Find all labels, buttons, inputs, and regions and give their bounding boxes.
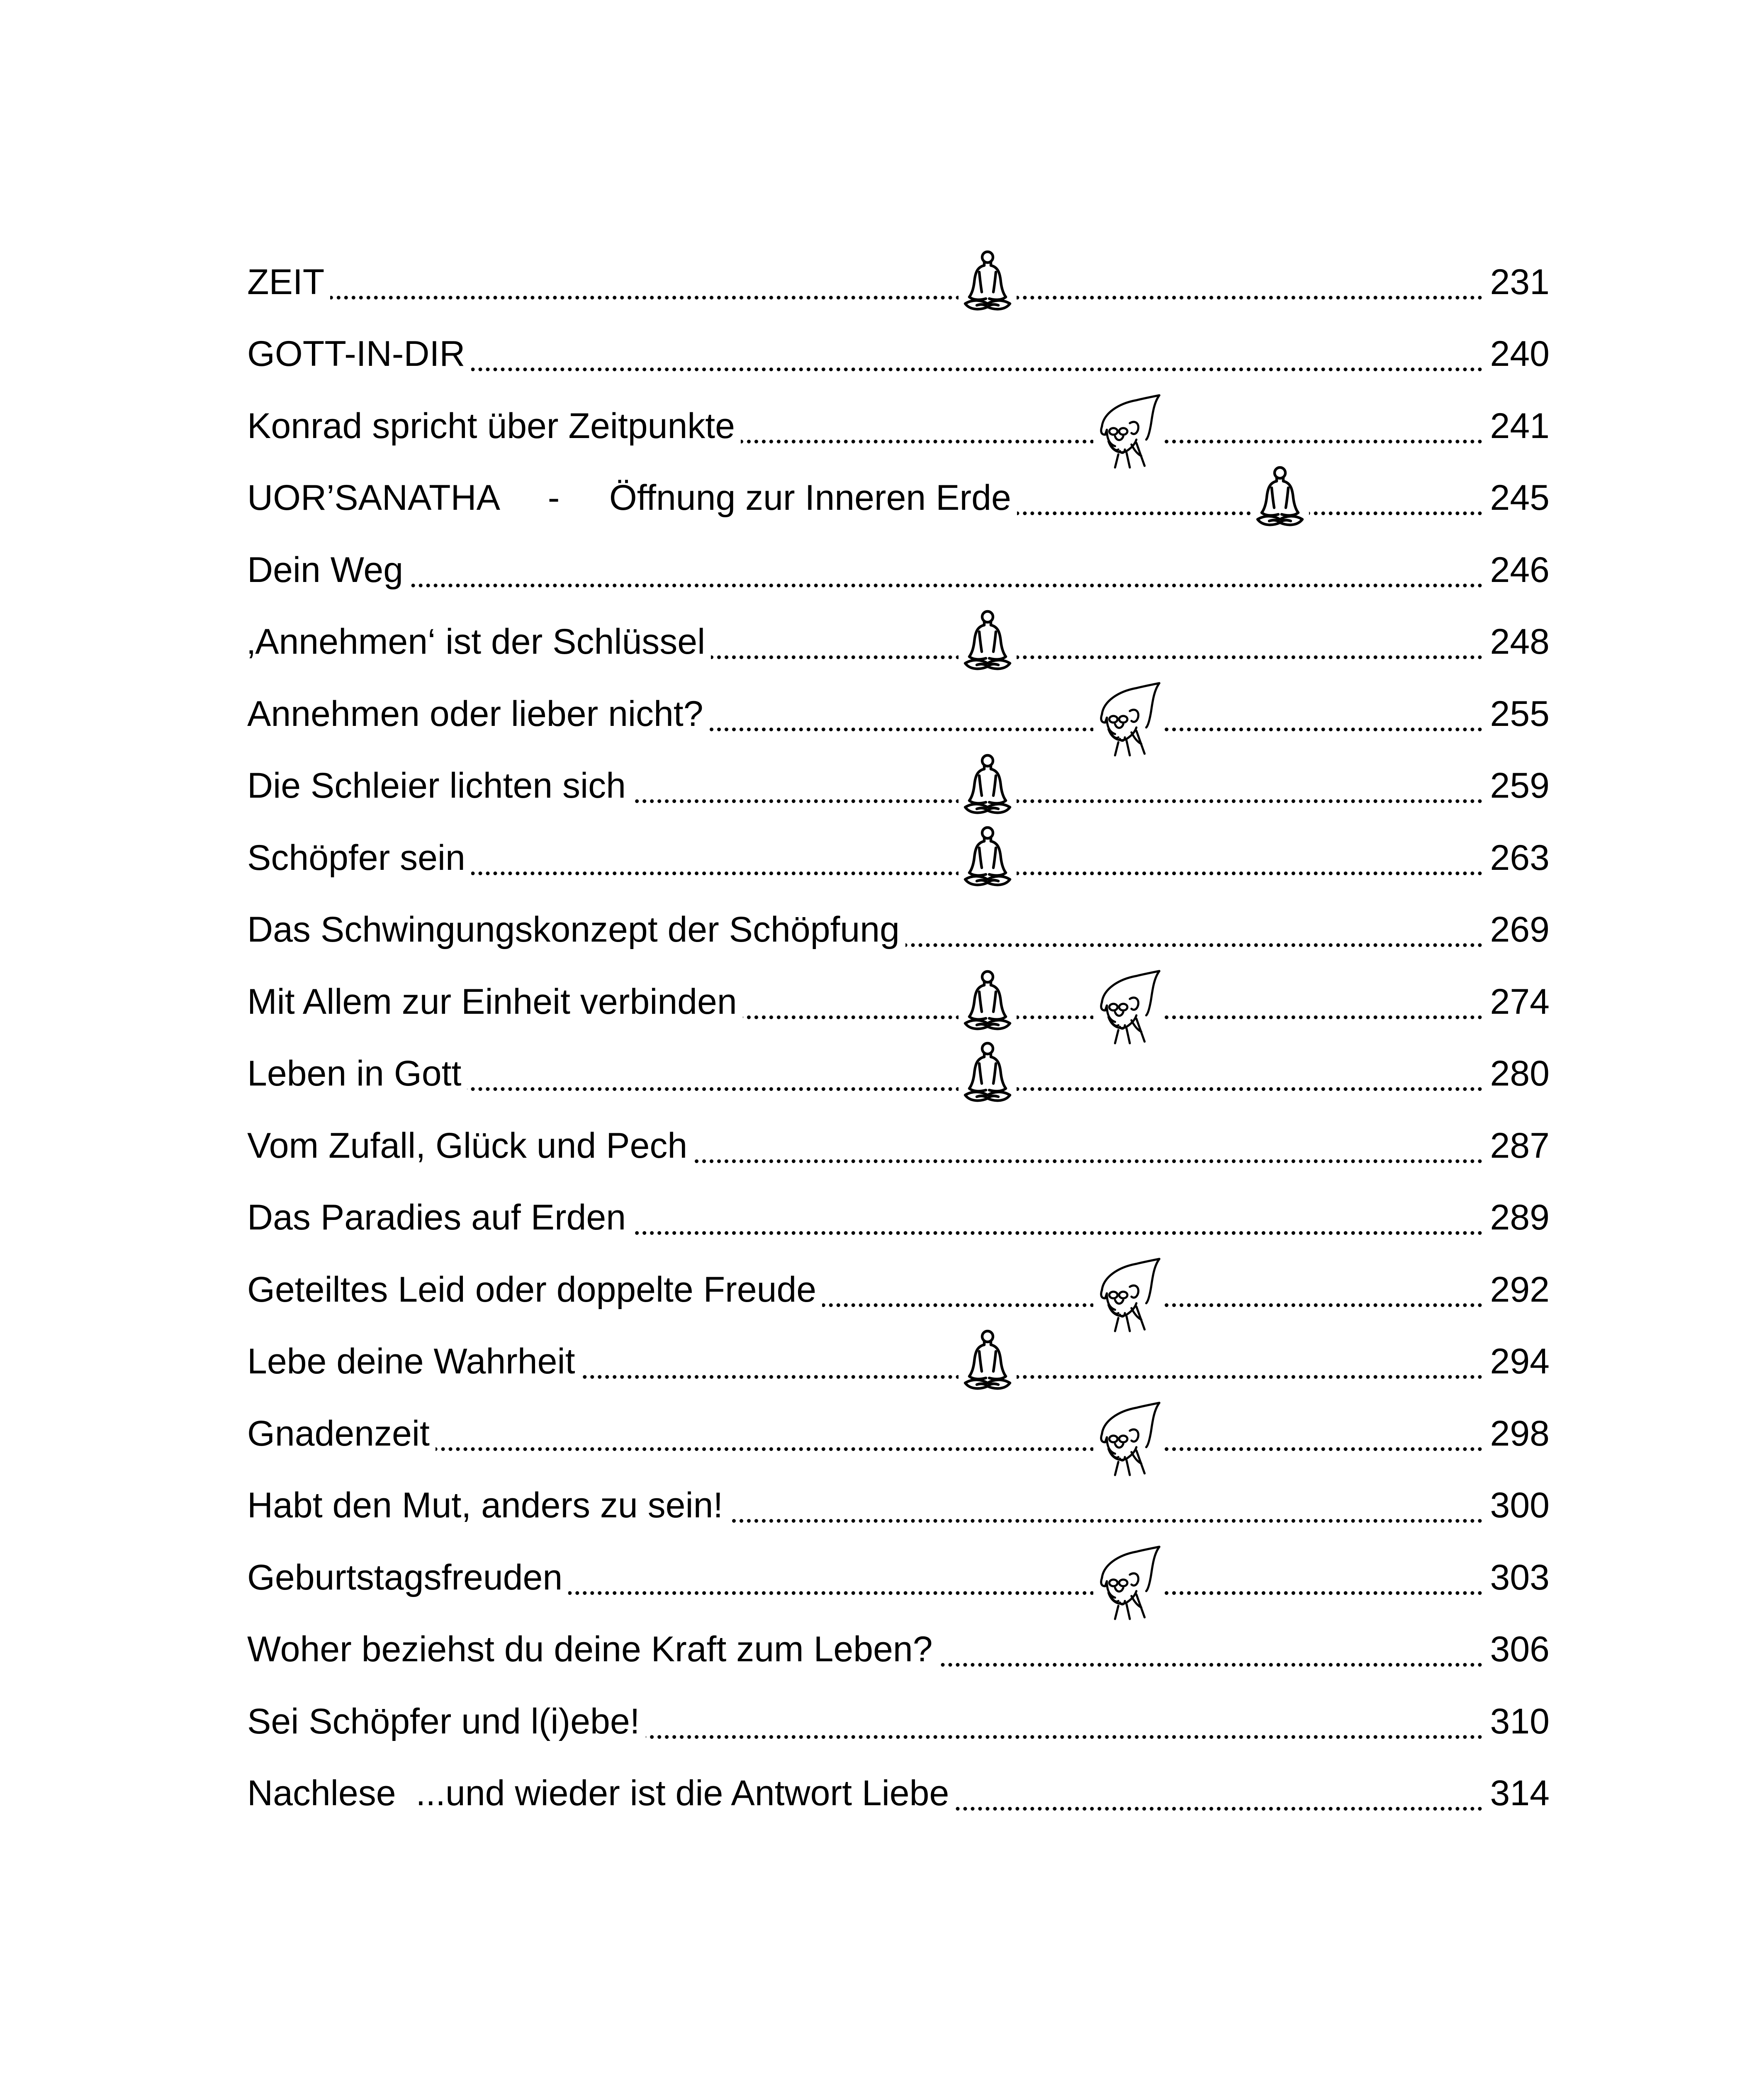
- toc-entry: [247, 249, 1550, 321]
- toc-entry-page-number: 289: [1484, 1197, 1550, 1238]
- table-of-contents: [247, 249, 1550, 1832]
- gnome-icon: [1093, 682, 1165, 757]
- toc-entry-title: Gnadenzeit: [247, 1413, 436, 1454]
- gnome-icon: [1093, 394, 1165, 469]
- toc-entry-title: Das Paradies auf Erden: [247, 1197, 632, 1238]
- meditating-figure-icon: [959, 1040, 1017, 1108]
- toc-entry-page-number: 280: [1484, 1053, 1550, 1094]
- toc-entry: [247, 321, 1550, 393]
- toc-entry-title: Das Schwingungskonzept der Schöpfung: [247, 909, 905, 950]
- toc-entry-page-number: 274: [1484, 981, 1550, 1022]
- toc-entry-page-number: 306: [1484, 1629, 1550, 1670]
- gnome-icon: [1093, 1257, 1165, 1333]
- toc-entry: [247, 753, 1550, 825]
- toc-entry-page-number: 300: [1484, 1485, 1550, 1526]
- meditating-figure-icon: [959, 1328, 1017, 1396]
- toc-entry-page-number: 310: [1484, 1701, 1550, 1742]
- toc-entry: [247, 1400, 1550, 1473]
- toc-entry: [247, 1760, 1550, 1833]
- toc-entry-page-number: 246: [1484, 549, 1550, 591]
- toc-entry-page-number: 259: [1484, 765, 1550, 806]
- toc-entry-title: Geburtstagsfreuden: [247, 1557, 568, 1598]
- toc-entry: [247, 1185, 1550, 1257]
- toc-entry-title: Schöpfer sein: [247, 837, 471, 879]
- toc-entry: [247, 393, 1550, 465]
- toc-entry-title: Woher beziehst du deine Kraft zum Leben?: [247, 1629, 939, 1670]
- toc-entry-title: Lebe deine Wahrheit: [247, 1341, 581, 1382]
- toc-entry-title: UOR’SANATHA - Öffnung zur Inneren Erde: [247, 477, 1017, 518]
- toc-entry: [247, 1688, 1550, 1760]
- toc-entry-page-number: 298: [1484, 1413, 1550, 1454]
- meditating-figure-icon: [959, 752, 1017, 820]
- toc-entry-title: Habt den Mut, anders zu sein!: [247, 1485, 729, 1526]
- toc-entry-title: ZEIT: [247, 261, 330, 303]
- dot-leader: [247, 1447, 1550, 1451]
- gnome-icon: [1093, 1545, 1165, 1621]
- dot-leader: [247, 584, 1550, 587]
- toc-entry: [247, 1473, 1550, 1545]
- toc-entry-page-number: 287: [1484, 1125, 1550, 1166]
- toc-entry-page-number: 263: [1484, 837, 1550, 879]
- toc-entry-page-number: 241: [1484, 405, 1550, 447]
- toc-entry: [247, 1256, 1550, 1329]
- toc-entry-title: Annehmen oder lieber nicht?: [247, 693, 709, 735]
- toc-entry-page-number: 314: [1484, 1772, 1550, 1814]
- toc-entry-page-number: 255: [1484, 693, 1550, 735]
- toc-entry-page-number: 231: [1484, 261, 1550, 303]
- toc-entry: [247, 897, 1550, 969]
- toc-entry-title: Mit Allem zur Einheit verbinden: [247, 981, 743, 1022]
- toc-entry: [247, 465, 1550, 537]
- meditating-figure-icon: [959, 969, 1017, 1037]
- toc-entry: [247, 1329, 1550, 1401]
- toc-entry-title: Konrad spricht über Zeitpunkte: [247, 405, 741, 447]
- toc-entry: [247, 825, 1550, 897]
- toc-entry: [247, 1041, 1550, 1113]
- toc-entry-page-number: 269: [1484, 909, 1550, 950]
- toc-entry-title: GOTT-IN-DIR: [247, 333, 471, 375]
- toc-entry-page-number: 245: [1484, 477, 1550, 518]
- toc-entry: [247, 537, 1550, 609]
- toc-entry-page-number: 240: [1484, 333, 1550, 375]
- toc-entry-page-number: 248: [1484, 621, 1550, 662]
- toc-entry-page-number: 292: [1484, 1269, 1550, 1310]
- toc-entry-page-number: 303: [1484, 1557, 1550, 1598]
- toc-entry: [247, 1544, 1550, 1616]
- meditating-figure-icon: [959, 609, 1017, 677]
- gnome-icon: [1093, 969, 1165, 1045]
- toc-entry-title: Dein Weg: [247, 549, 409, 591]
- toc-entry-title: ‚Annehmen‘ ist der Schlüssel: [247, 621, 711, 662]
- toc-entry-title: Geteiltes Leid oder doppelte Freude: [247, 1269, 822, 1310]
- toc-entry-title: Leben in Gott: [247, 1053, 467, 1094]
- toc-entry: [247, 609, 1550, 681]
- toc-entry: [247, 1616, 1550, 1689]
- toc-entry: [247, 1112, 1550, 1185]
- dot-leader: [247, 296, 1550, 299]
- gnome-icon: [1093, 1401, 1165, 1477]
- meditating-figure-icon: [959, 249, 1017, 317]
- toc-entry-title: Die Schleier lichten sich: [247, 765, 632, 806]
- toc-entry: [247, 681, 1550, 753]
- meditating-figure-icon: [959, 825, 1017, 893]
- toc-entry-title: Nachlese ...und wieder ist die Antwort Liebe: [247, 1772, 955, 1814]
- meditating-figure-icon: [1251, 465, 1309, 533]
- toc-entry-title: Vom Zufall, Glück und Pech: [247, 1125, 693, 1166]
- toc-entry: [247, 969, 1550, 1041]
- toc-entry-title: Sei Schöpfer und l(i)ebe!: [247, 1701, 646, 1742]
- toc-entry-page-number: 294: [1484, 1341, 1550, 1382]
